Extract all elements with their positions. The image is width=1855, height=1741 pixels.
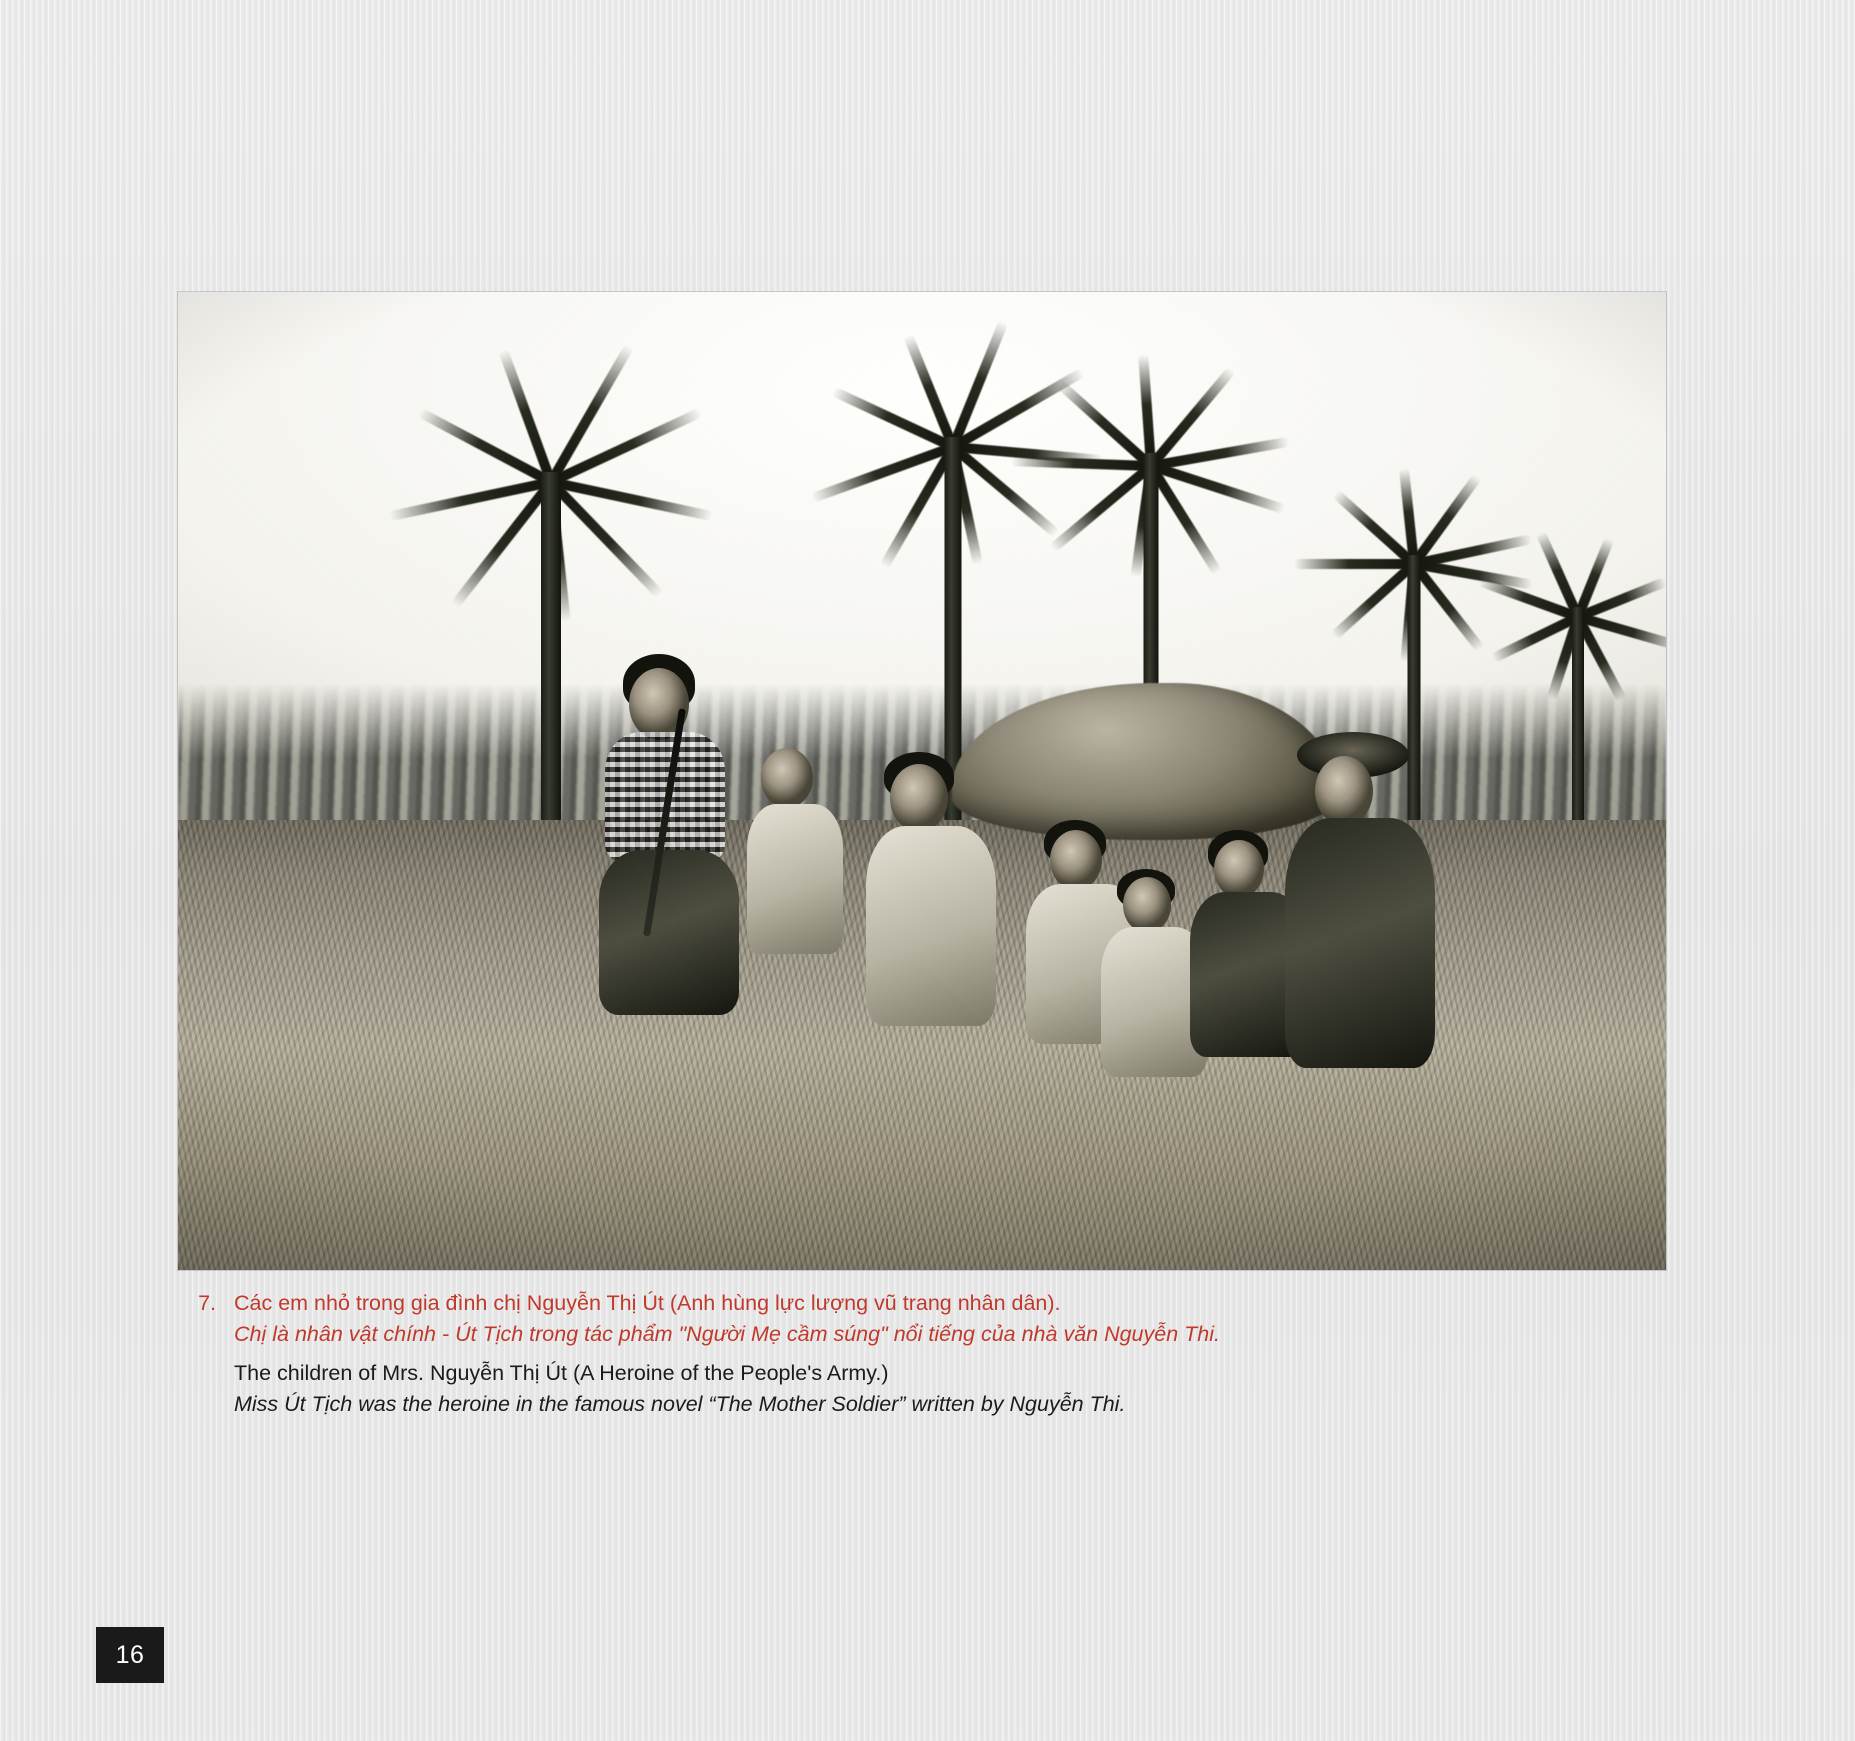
page-number: 16 [96, 1627, 164, 1683]
caption-number: 7. [198, 1291, 216, 1315]
figure-baby [743, 742, 853, 972]
figure-woman-with-rifle [595, 654, 745, 1014]
caption-english-line-2: Miss Út Tịch was the heroine in the famous novel “The Mother Soldier” written by Nguyễn Thi. [234, 1391, 1126, 1416]
caption-text-block [234, 1288, 1678, 1419]
figure-child-second [862, 752, 1002, 1032]
caption-english-line-1: The children of Mrs. Nguyễn Thị Út (A Heroine of the People's Army.) [234, 1361, 889, 1386]
caption-vietnamese-line-2: Chị là nhân vật chính - Út Tịch trong tác phẩm "Người Mẹ cầm súng" nổi tiếng của nhà văn Nguyễn Thi. [234, 1321, 1220, 1346]
photograph-plate [178, 292, 1666, 1270]
photograph-image [178, 292, 1666, 1270]
figure-caption [178, 1288, 1678, 1419]
caption-vietnamese-line-1: Các em nhỏ trong gia đình chị Nguyễn Thị Út (Anh hùng lực lượng vũ trang nhân dân). [234, 1291, 1061, 1315]
figure-soldier-with-hat [1279, 732, 1449, 1072]
caption-row [178, 1288, 1678, 1419]
